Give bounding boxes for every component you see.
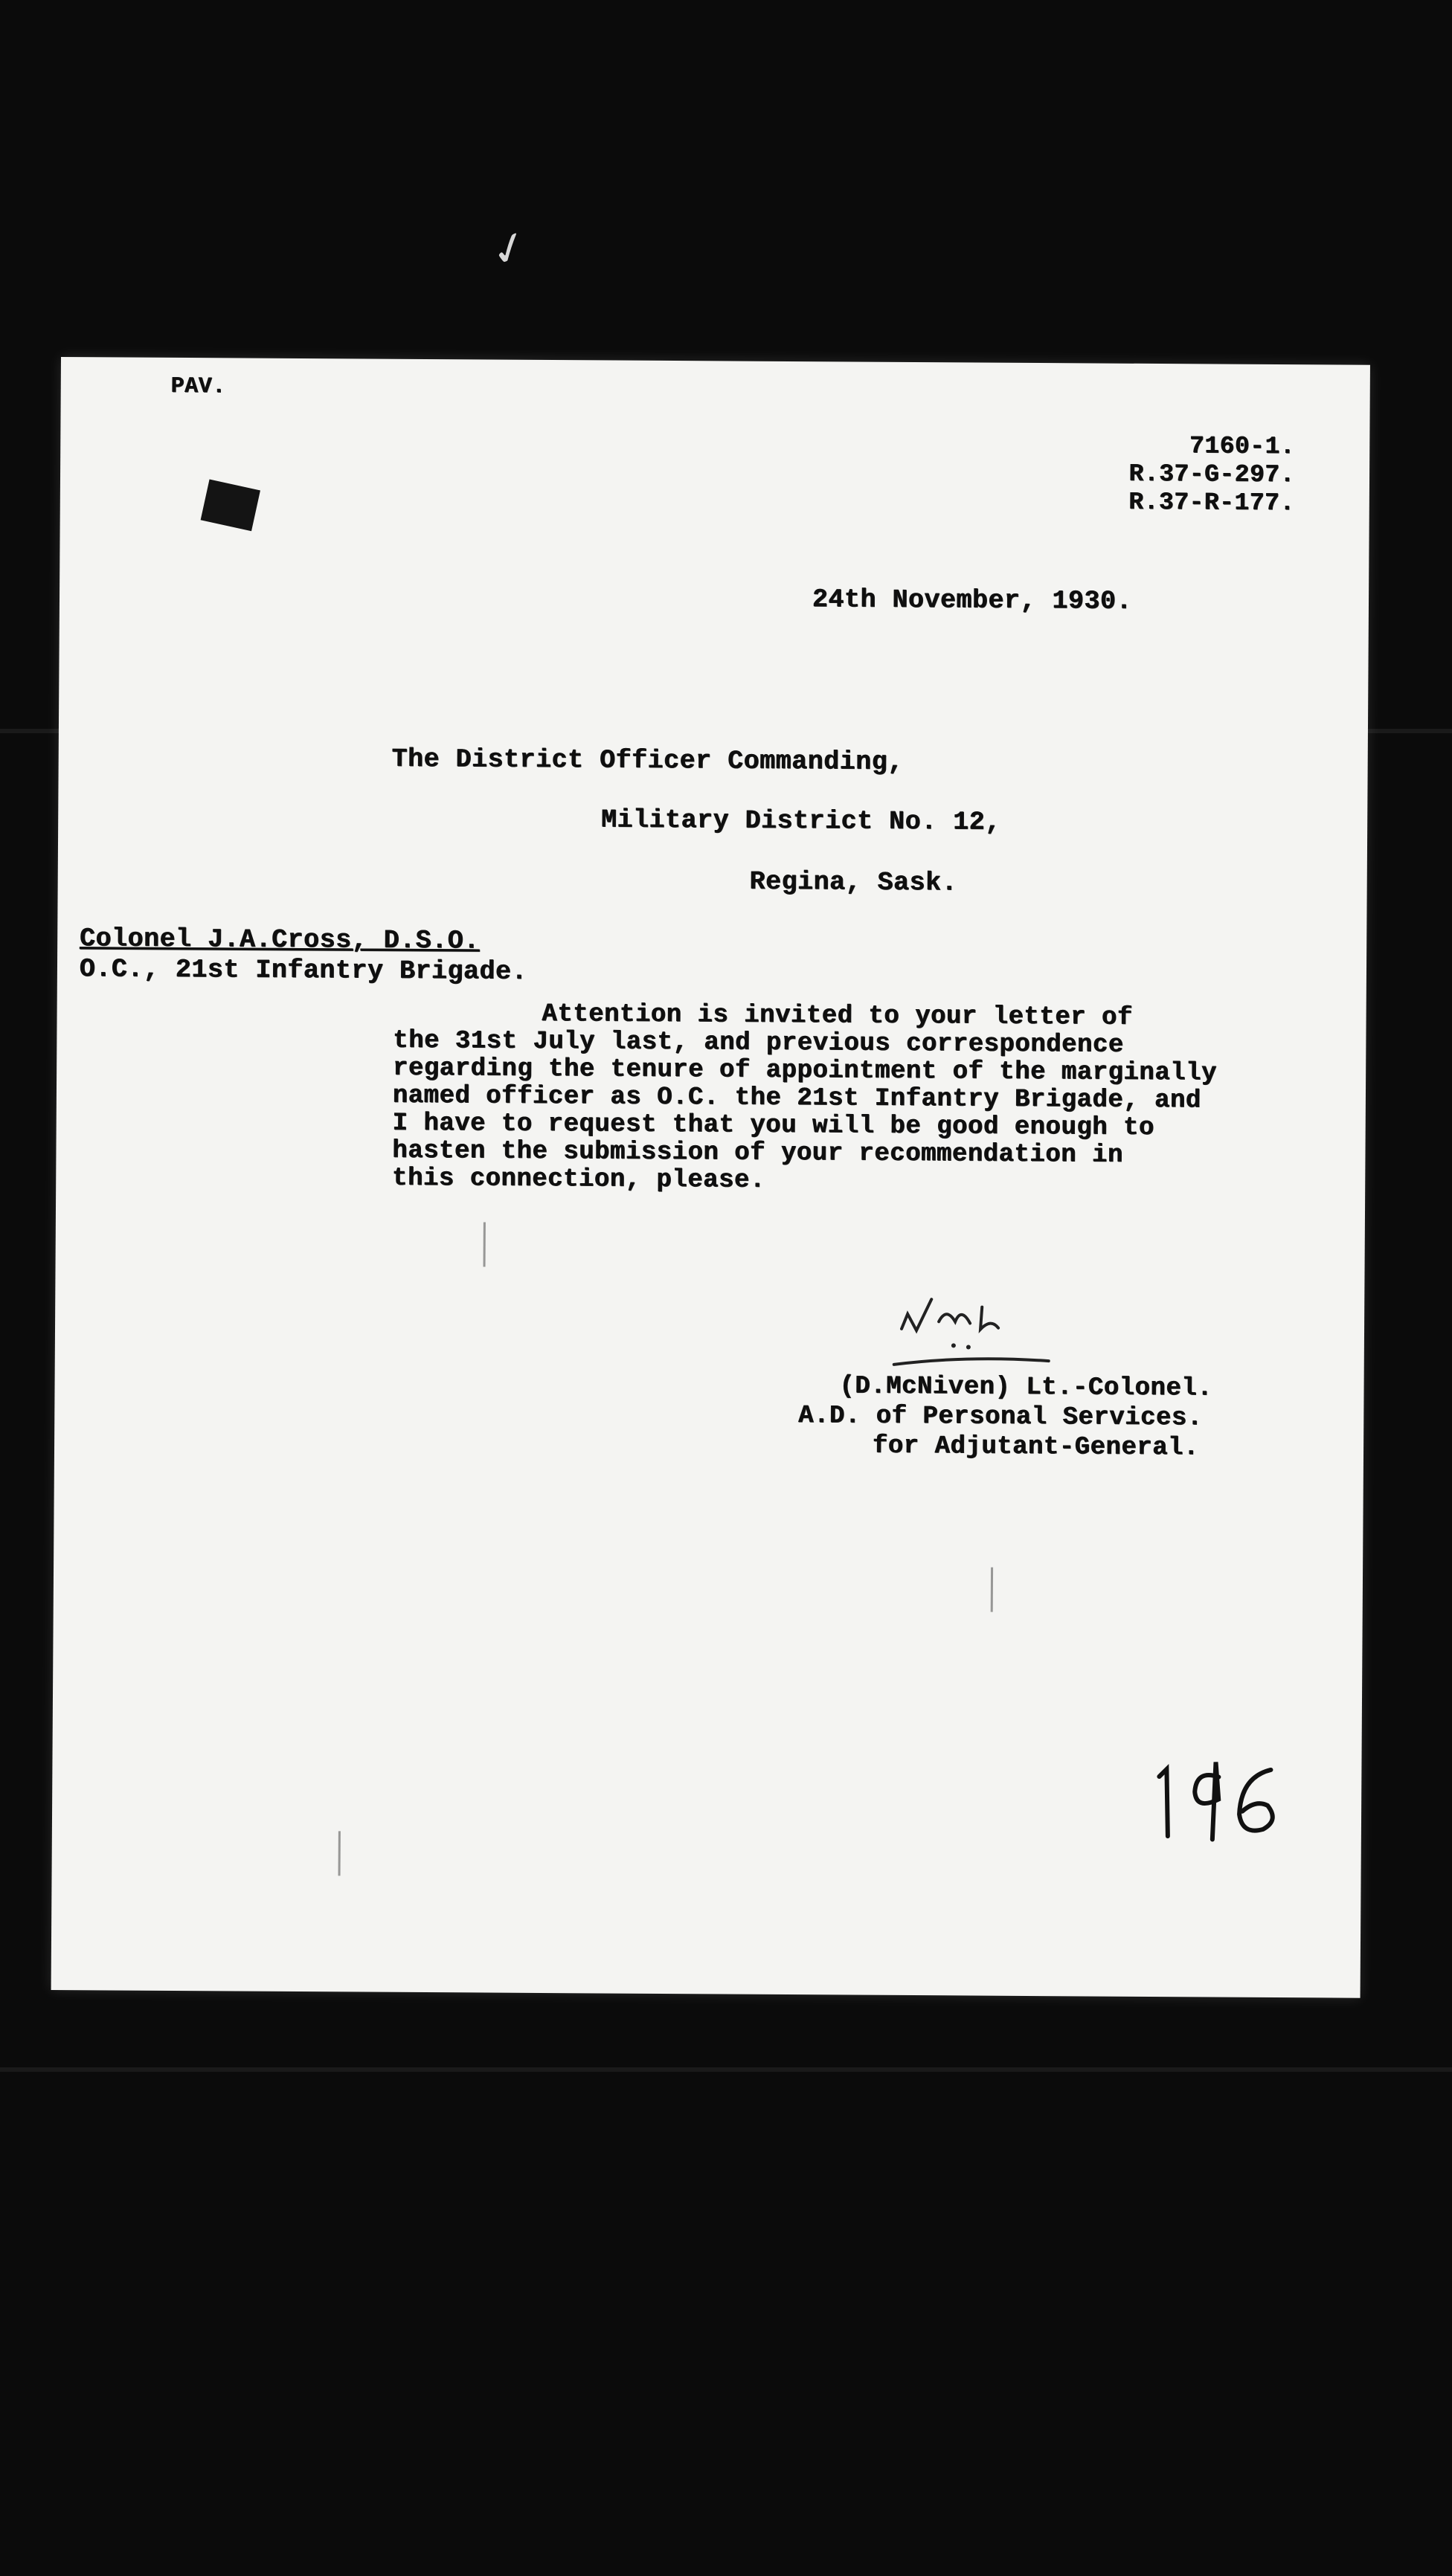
body-line: Attention is invited to your letter of [542, 999, 1134, 1032]
body-line: regarding the tenure of appointment of the marginally [393, 1054, 1218, 1088]
body-line: this connection, please. [392, 1164, 766, 1195]
film-scratch-band [0, 2067, 1452, 2072]
signatory-name: (D.McNiven) Lt.-Colonel. [839, 1372, 1213, 1403]
file-references [1057, 431, 1296, 518]
typist-initials: PAV. [170, 373, 226, 400]
handwritten-page-number [1144, 1747, 1294, 1852]
addressee-line-3: Regina, Sask. [749, 866, 958, 898]
marginal-officer-name: Colonel J.A.Cross, D.S.O. [80, 924, 480, 956]
body-line: the 31st July last, and previous correspondence [393, 1026, 1124, 1060]
body-line: hasten the submission of your recommendation in [392, 1136, 1124, 1170]
addressee-line-2: Military District No. 12, [601, 805, 1001, 837]
body-line: I have to request that you will be good enough to [392, 1109, 1155, 1142]
file-reference: R.37-R-177. [1128, 488, 1295, 518]
letter-body [392, 1000, 1316, 1199]
signatory-position: A.D. of Personal Services. [798, 1402, 1203, 1433]
signature-block [798, 1371, 1212, 1463]
redaction-block [201, 480, 260, 532]
signatory-on-behalf: for Adjutant-General. [872, 1432, 1200, 1463]
handwritten-tick-mark: ✓ [484, 218, 536, 280]
film-scratch [991, 1568, 993, 1612]
addressee-line-1: The District Officer Commanding, [391, 744, 904, 777]
body-line: named officer as O.C. the 21st Infantry Brigade, and [392, 1081, 1202, 1115]
film-scratch [338, 1831, 341, 1875]
letter-date: 24th November, 1930. [812, 585, 1133, 616]
file-reference: 7160-1. [1189, 432, 1296, 461]
film-scratch [484, 1222, 486, 1266]
letter-page [51, 357, 1370, 1998]
marginal-officer-title: O.C., 21st Infantry Brigade. [79, 954, 528, 987]
file-reference: R.37-G-297. [1128, 460, 1296, 489]
